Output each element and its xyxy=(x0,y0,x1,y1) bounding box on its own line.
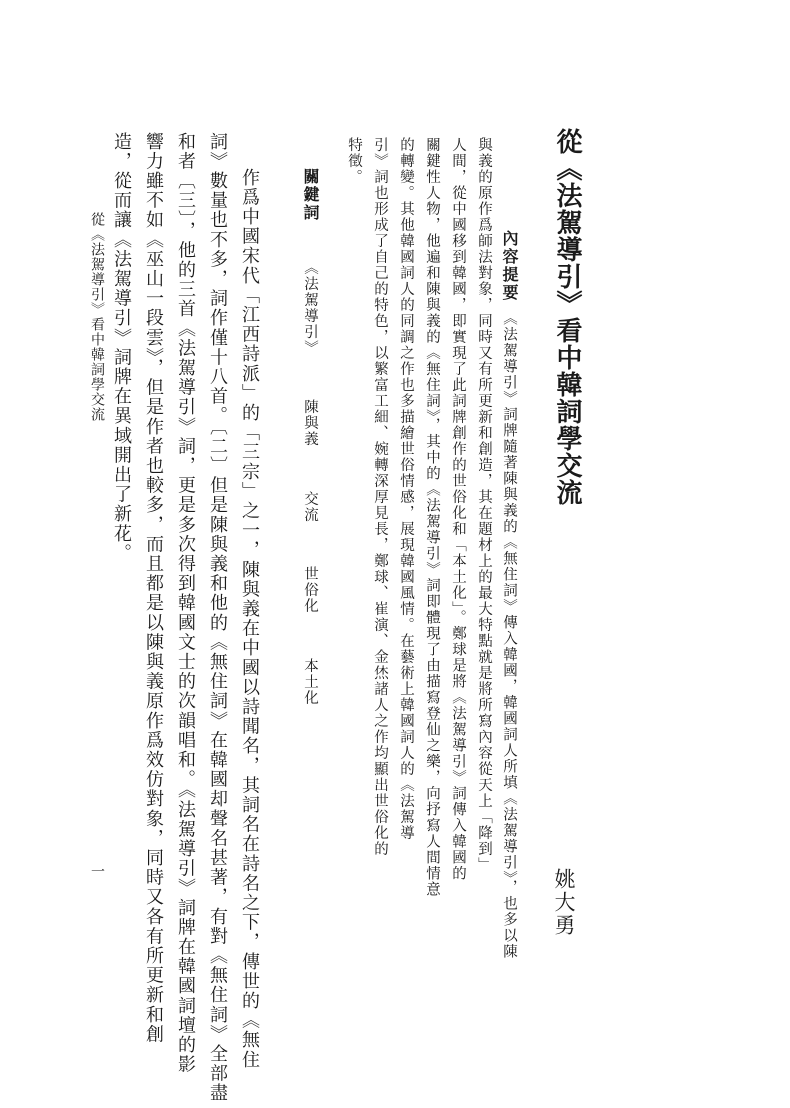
abstract-line: 內容提要 《法駕導引》詞牌隨著陳與義的《無住詞》傳入韓國，韓國詞人所填《法駕導引》，也多以陳 xyxy=(500,230,519,960)
body-line: 詞》數量也不多，詞作僅十八首。〔二〕但是陳與義和他的《無住詞》在韓國却聲名甚著，有對《無住詞》全部盡 xyxy=(207,132,228,1103)
abstract-line: 引》詞也形成了自己的特色，以繁富工細、婉轉深厚見長，鄭球、崔演、金烋諸人之作均顯出世俗化的 xyxy=(372,137,388,857)
abstract-line: 人間，從中國移到韓國，即實現了此詞牌創作的世俗化和「本土化」。鄭球是將《法駕導引》詞傳入韓國的 xyxy=(450,137,466,882)
abstract-label: 內容提要 xyxy=(500,230,519,302)
keywords-list xyxy=(303,260,318,732)
author-name: 姚大勇 xyxy=(552,868,576,937)
keywords-label: 關鍵詞 xyxy=(301,168,320,222)
abstract-line: 的轉變。其他韓國詞人的同調之作也多描繪世俗情感，展現韓國風情。在藝術上韓國詞人的《法駕導 xyxy=(398,137,414,841)
body-line: 和者〔三〕，他的三首《法駕導引》詞，更是多次得到韓國文士的次韻唱和。《法駕導引》詞牌在韓國詞壇的影 xyxy=(175,132,196,1075)
body-line: 造，從而讓《法駕導引》詞牌在異域開出了新花。 xyxy=(111,132,132,564)
page-number: 一 xyxy=(89,864,105,879)
body-line: 響力雖不如《巫山一段雲》，但是作者也較多，而且都是以陳與義原作爲效仿對象，同時又各有所更新和創 xyxy=(143,132,164,1045)
keyword-item: 世俗化 xyxy=(302,566,318,614)
keyword-item: 本土化 xyxy=(302,657,318,706)
article-title: 從《法駕導引》看中韓詞學交流 xyxy=(552,128,582,506)
keyword-item: 《法駕導引》 xyxy=(302,259,318,356)
keyword-item: 陳與義 xyxy=(302,399,318,447)
keywords-section xyxy=(302,168,318,732)
abstract-line: 與義的原作爲師法對象，同時又有所更新和創造，其在題材上的最大特點就是將所寫內容從天上「降到」 xyxy=(476,137,492,873)
body-line: 作爲中國宋代「江西詩派」的「三宗」之一，陳與義在中國以詩聞名，其詞名在詩名之下，傳世的《無住 xyxy=(239,168,260,1070)
abstract-line: 特徵。 xyxy=(346,137,362,185)
abstract-line: 關鍵性人物，他遍和陳與義的《無住詞》，其中的《法駕導引》詞即體現了由描寫登仙之樂，向抒寫人間情意 xyxy=(424,137,440,898)
keyword-item: 交流 xyxy=(302,490,318,523)
running-head: 從《法駕導引》看中韓詞學交流 xyxy=(89,212,105,422)
